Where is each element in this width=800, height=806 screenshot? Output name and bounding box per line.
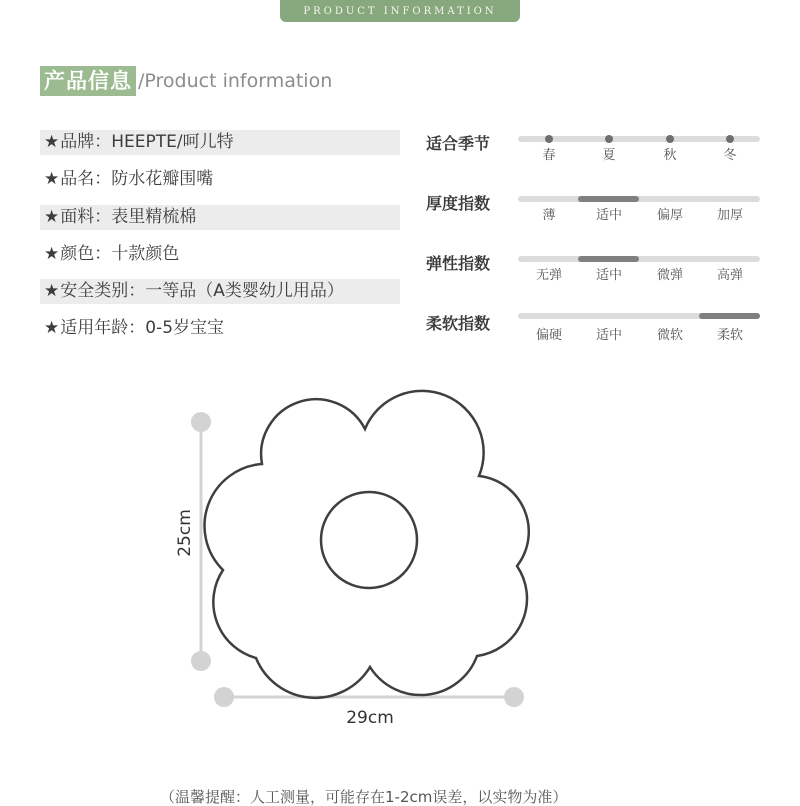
info-text: 面料：表里精梳棉 [60, 206, 197, 227]
season-dot [726, 135, 734, 143]
info-row-name [40, 167, 400, 192]
width-endpoint-left [214, 687, 234, 707]
info-text: 品牌：HEEPTE/呵儿特 [60, 132, 234, 152]
tick-slight-stretch: 微弹 [656, 268, 683, 283]
star-icon: ★ [44, 318, 60, 339]
info-row-age [40, 316, 400, 341]
info-text: 品名：防水花瓣围嘴 [60, 169, 214, 190]
info-row-safety [40, 279, 400, 304]
bib-dimension-diagram [0, 380, 800, 760]
tick-soft: 柔软 [716, 328, 743, 343]
bib-outline [205, 391, 529, 698]
tick-high-stretch: 高弹 [716, 268, 743, 283]
elasticity-level-fill [578, 256, 639, 262]
tick-summer: 夏 [602, 148, 616, 163]
season-dot [666, 135, 674, 143]
index-label-thickness: 厚度指数 [426, 194, 491, 213]
star-icon: ★ [44, 169, 60, 190]
banner-text: PRODUCT INFORMATION [303, 5, 497, 17]
height-endpoint-bottom [191, 651, 211, 671]
thickness-track [518, 196, 760, 202]
softness-level-fill [699, 313, 760, 319]
info-text: 颜色：十款颜色 [60, 243, 180, 264]
tick-thick: 加厚 [716, 208, 743, 223]
star-icon: ★ [44, 206, 60, 227]
info-row-fabric [40, 205, 400, 230]
tick-no-stretch: 无弹 [535, 268, 562, 283]
season-dot [605, 135, 613, 143]
info-list [40, 130, 400, 354]
height-label: 25cm [175, 509, 195, 557]
section-title-en: /Product information [138, 70, 333, 92]
width-label: 29cm [346, 708, 394, 728]
index-label-elasticity: 弹性指数 [426, 254, 491, 273]
tick-hard: 偏硬 [535, 328, 562, 343]
tick-medium: 适中 [595, 268, 622, 283]
index-panel [426, 0, 766, 360]
star-icon: ★ [44, 281, 60, 302]
index-label-softness: 柔软指数 [426, 314, 491, 333]
index-label-season: 适合季节 [426, 134, 491, 153]
info-text: 适用年龄：0-5岁宝宝 [60, 318, 225, 339]
tick-spring: 春 [542, 148, 556, 163]
tick-slightly-soft: 微软 [656, 328, 683, 343]
star-icon: ★ [44, 243, 60, 264]
width-endpoint-right [504, 687, 524, 707]
section-title [40, 66, 332, 96]
info-row-color [40, 242, 400, 267]
thickness-level-fill [578, 196, 639, 202]
tick-thickish: 偏厚 [656, 208, 683, 223]
tick-thin: 薄 [542, 208, 556, 223]
season-dot [545, 135, 553, 143]
tick-winter: 冬 [723, 148, 737, 163]
tick-autumn: 秋 [663, 148, 677, 163]
elasticity-track [518, 256, 760, 262]
info-row-brand [40, 130, 400, 155]
neck-hole [321, 492, 417, 588]
height-endpoint-top [191, 412, 211, 432]
measurement-note: （温馨提醒：人工测量，可能存在1-2cm误差，以实物为准） [160, 788, 568, 806]
section-title-cn: 产品信息 [40, 66, 136, 96]
info-text: 安全类别：一等品（A类婴幼儿用品） [60, 281, 344, 302]
tick-medium: 适中 [595, 328, 622, 343]
season-track [518, 136, 760, 142]
softness-track [518, 313, 760, 319]
star-icon: ★ [44, 132, 60, 152]
tick-medium: 适中 [595, 208, 622, 223]
